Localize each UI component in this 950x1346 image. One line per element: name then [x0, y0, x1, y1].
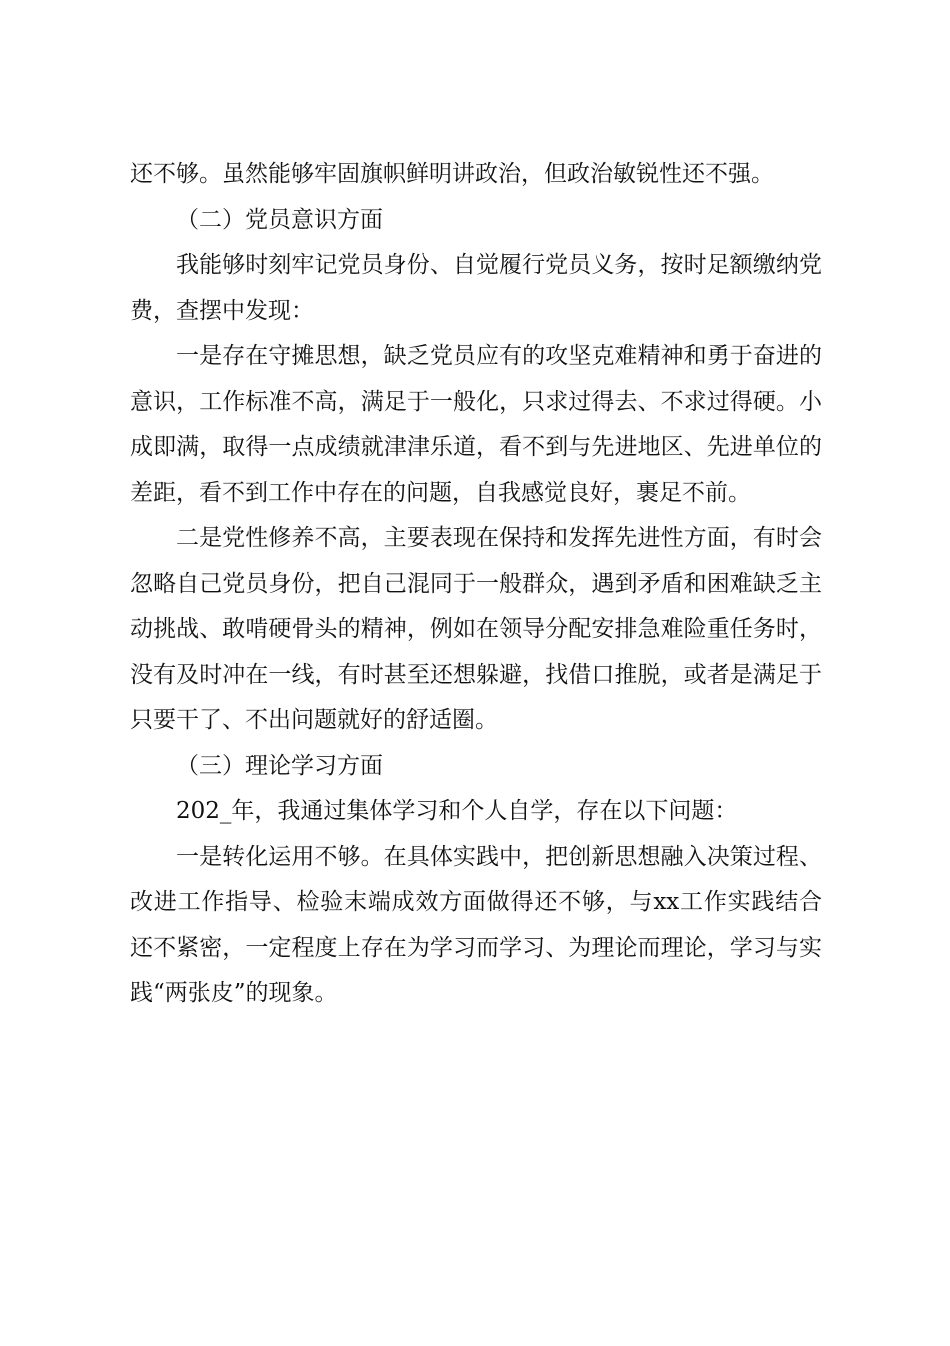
paragraph-continuation: 还不够。虽然能够牢固旗帜鲜明讲政治，但政治敏锐性还不强。: [130, 161, 774, 187]
section-heading-party-member-awareness: （二）党员意识方面: [176, 206, 383, 233]
paragraph-study-issue-one: 一是转化运用不够。在具体实践中，把创新思想融入决策过程、改进工作指导、检验末端成效方面做得还不够，与xx工作实践结合还不紧密，一定程度上存在为学习而学习、为理论而理论，学习与实践“两张皮”的现象。: [130, 843, 822, 1006]
document-body: [130, 152, 822, 1017]
paragraph-issue-two: 二是党性修养不高，主要表现在保持和发挥先进性方面，有时会忽略自己党员身份，把自己混同于一般群众，遇到矛盾和困难缺乏主动挑战、敢啃硬骨头的精神，例如在领导分配安排急难险重任务时，没有及时冲在一线，有时甚至还想躲避，找借口推脱，或者是满足于只要干了、不出问题就好的舒适圈。: [130, 525, 822, 733]
paragraph-issue-one: 一是存在守摊思想，缺乏党员应有的攻坚克难精神和勇于奋进的意识，工作标准不高，满足于一般化，只求过得去、不求过得硬。小成即满，取得一点成绩就津津乐道，看不到与先进地区、先进单位的差距，看不到工作中存在的问题，自我感觉良好，裹足不前。: [130, 343, 822, 506]
paragraph-party-member-duties: 我能够时刻牢记党员身份、自觉履行党员义务，按时足额缴纳党费，查摆中发现：: [130, 252, 822, 324]
section-heading-theory-study: （三）理论学习方面: [176, 752, 383, 779]
paragraph-study-intro: 202_年，我通过集体学习和个人自学，存在以下问题：: [176, 798, 738, 824]
